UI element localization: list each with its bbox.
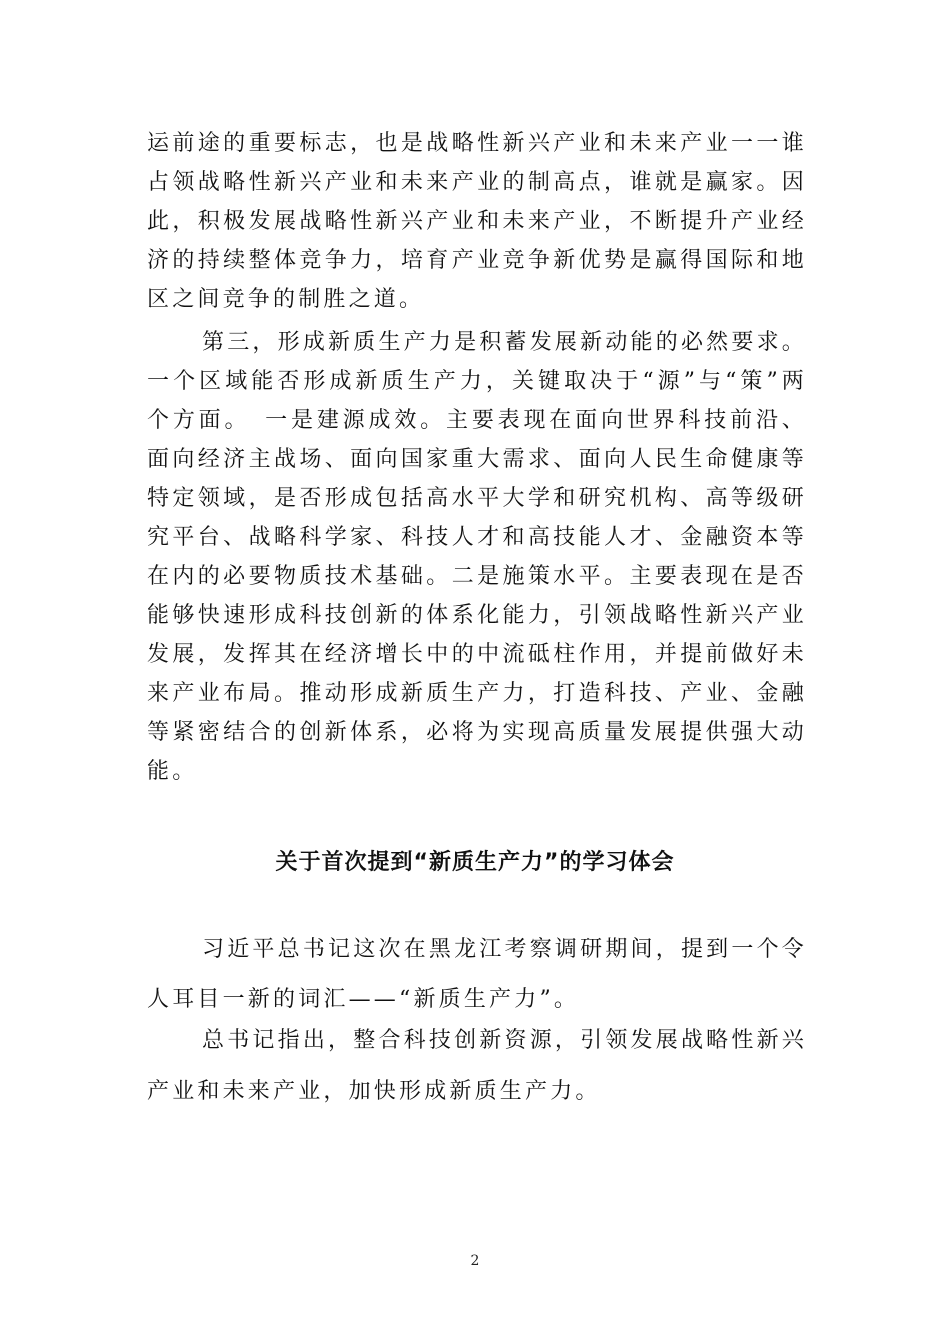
paragraph-continuation-block — [147, 124, 807, 319]
paragraph-intro-block — [147, 925, 807, 1025]
paragraph-third: 第三，形成新质生产力是积蓄发展新动能的必然要求。一个区域能否形成新质生产力，关键取决于“源”与“策”两个方面。 一是建源成效。主要表现在面向世界科技前沿、面向经济主战场、面向国家重大需求、面向人民生命健康等特定领域，是否形成包括高水平大学和研究机构、高等级研究平台、战略科学家、科技人才和高技能人才、金融资本等在内的必要物质技术基础。二是施策水平。主要表现在是否能够快速形成科技创新的体系化能力，引领战略性新兴产业发展，发挥其在经济增长中的中流砥柱作用，并提前做好未来产业布局。推动形成新质生产力，打造科技、产业、金融等紧密结合的创新体系，必将为实现高质量发展提供强大动能。 — [147, 330, 807, 784]
paragraph-continuation: 运前途的重要标志，也是战略性新兴产业和未来产业一一谁占领战略性新兴产业和未来产业的制高点，谁就是赢家。因此，积极发展战略性新兴产业和未来产业，不断提升产业经济的持续整体竞争力，培育产业竞争新优势是赢得国际和地区之间竞争的制胜之道。 — [147, 131, 807, 312]
page-number: 2 — [470, 1253, 480, 1269]
paragraph-quote: 总书记指出，整合科技创新资源，引领发展战略性新兴产业和未来产业，加快形成新质生产力。 — [147, 1028, 807, 1104]
paragraph-intro: 习近平总书记这次在黑龙江考察调研期间，提到一个令人耳目一新的词汇——“新质生产力”。 — [147, 937, 807, 1012]
paragraph-third-block — [147, 323, 807, 791]
paragraph-quote-block — [147, 1015, 807, 1117]
section-title: 关于首次提到“新质生产力”的学习体会 — [275, 850, 675, 875]
